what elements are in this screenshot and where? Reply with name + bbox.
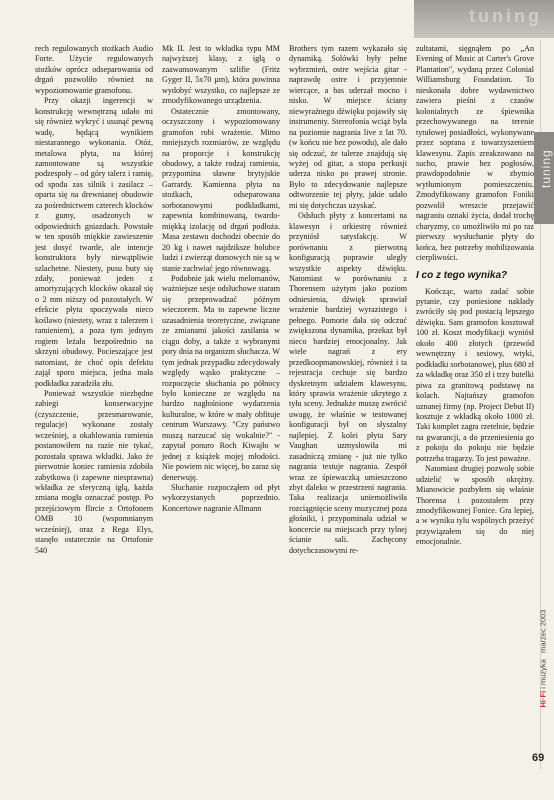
paragraph: Ponieważ wszystkie niezbędne zabiegi konserwacyjne (czyszczenie, przesmarowanie, regulacje) wykonane zostały wcześniej, a okablowania ramienia postanowiłem na razie nie tykać, pozostała sprawa wkładki. Jako że pierwotnie koniec ramienia zdobiła zabytkowa (i zapewne niesprawna) wkładka ze sferyczną igłą, każda zmiana mogła oznaczać postęp. Po przejściowym flircie z Ortofonem OMB 10 (wspomnianym wcześniej), oraz z Rega Elys, stanęło ostatecznie na Ortofonie 540	[35, 388, 153, 555]
magazine-sub: i muzyka	[538, 659, 548, 689]
paragraph: Brothers tym razem wykazało się dynamiką. Solówki były pełne wybrzmień, ostre wejścia gitar - naprawdę ostre i przyjemnie wiercące, a bas uderzał mocno i nisko. W miejsce ściany niewyraźnego dźwięku pojawiły się instrumenty. Stereofonia wciąż była na poziomie nagrania live z lat 70. (w końcu nie bez powodu), ale dało się odczuć, że talerze znajdują się wyżej od gitar, a stopa perkusji uderza nisko po prawej stronie. Było to zdecydowanie najlepsze odtworzenie tej płyty, jakie udało mi się dotychczas uzyskać.	[289, 44, 407, 210]
paragraph: Podobnie jak wielu melomanów, ważniejsze sesje odsłuchowe staram się przeprowadzać późnym wieczorem. Ma to zapewne liczne uzasadnienia teoretyczne, związane ze zmianami jakości zasilania w ciągu doby, a także z wybranymi pory dnia na organizm słuchacza. W tym jednak przypadku zdecydowały względy wąsko praktyczne – rozpoczęcie słuchania po północy było konieczne ze względu na bardzo nagłośnione wydarzenia kulturalne, w które w mały obfituje centrum Warszawy. "Czy państwo muszą narzucać się wokalnie?" - zapytał ponuro Roch Kiwajło w jednej z książek mojej młodości. Nie powiem nic więcej, bo zaraz się denerwuję.	[162, 273, 280, 482]
section-tab	[534, 132, 554, 224]
column-2	[162, 44, 280, 514]
column-1	[35, 44, 153, 556]
page-number: 69	[532, 752, 545, 764]
header-tab-text: tuning	[469, 6, 542, 26]
paragraph: Kończąc, warto zadać sobie pytanie, czy poniesione nakłady zwróciły się pod postacią lepszego dźwięku. Sam gramofon kosztował 100 zł. Koszt modyfikacji wyniósł około 400 złotych (przewód wewnętrzny i sesiowy, wtyki, podkładki sorbotanowe), plus 680 zł za wkładkę oraz 350 zł i trzy butelki piwa za granitową podstawę na kolach. Najtańszy gramofon uznanej firmy (np. Project Debut II) kosztuje z wkładką około 1000 zł. Taki komplet zagra rzetelnie, będzie na gwarancji, a do przeniesienia go z pokoju do pokoju nie będzie potrzeba tragarzy. To jest poważne.	[416, 286, 535, 463]
header-tab	[414, 0, 554, 38]
column-4	[416, 44, 534, 548]
paragraph: Słuchanie rozpocząłem od płyt wykorzystanych poprzednio. Koncertowe nagranie Allmann	[162, 483, 280, 513]
paragraph: Przy okazji ingerencji w konstrukcję wewnętrzną udało mi się również wykryć i usunąć pewną wadę, będącą wynikiem niestarannego wykonania. Otóż, metalowa płyta, na której zamontowane są wszystkie podzespoły – od góry talerz i ramię, od spodu zas silnik i zasilacz – oparta się na drewnianej obudowie za pośrednictwem czterech klocków z gumy, osadzonych w odpowiednich gniazdach. Powstałe w ten sposób miękkie zawieszenie jest dosyć twarde, ale intencje konstruktora były niewątpliwie szlachetne. Niestety, pusu buty się zdały, ponieważ jeden z amortyzujących klocków okazał się o 2 mm niższy od pozostałych. W efekcie płyta spoczywała nieco koślawo (niestety, wraz z talerzem i ramieniem), a poza tym jednym rogiem leżała bezpośrednio na skrzyni obudowy. Pocieszające jest natomiast, że choć opis defektu zajął sporo miejsca, jedna mała podkładka zaradziła złu.	[35, 96, 153, 388]
magazine-sideline	[534, 560, 550, 710]
paragraph: Natomiast drugiej pozwolę sobie udzielić w sposób okrężny. Mianowicie pozbyłem się właśnie Thorensa i pozostałem przy zmodyfikowanej Fonice. Gra lepiej, a w wyniku tylu wspólnych przeżyć przywiązałem się do niej emocjonalnie.	[416, 464, 534, 547]
paragraph: zultatami, sięgnąłem po „An Evening of Music at Carter's Grove Plantation", wydaną przez Colonial Williamsburg Foundation. To nieskonała dobre wydawnictwo zawiera pieśni z czasów kolonialnych ze śpiewnika przechowywanego na terenie tytułowej posiadłości, wykonywane przez soprana z towarzyszeniem klawesynu. Zapis zreakzowano na sucho, prawie bez pogłosów, prawdopodobnie w zbytnio wytłumionym pomieszczeniu. Zmodyfikowany gramofon Foniki pozwolił wreszcie przejawić nagraniu oznaki życia, dodał trochę charyzmy, co umożliwiło mi po raz pierwszy wysłuchanie płyty do końca, bez potrzeby mobilizowania cierpliwości.	[416, 44, 534, 263]
magazine-name: Hi·Fi	[538, 690, 548, 708]
paragraph: Mk II. Jest to wkładka typu MM najwyższej klasy, z igłą o zaawansowanym szlifie (Fritz Gyger II, 5x70 µm), która powinna wydobyć wszystko, co najlepsze ze zmodyfikowanego urządzenia.	[162, 44, 280, 106]
paragraph: Ostatecznie zmontowany, oczyszczony i wypoziomowany gramofon robi wrażenie. Mimo mniejszych rozmiarów, ze względu na proporcje i konstrukcję obudowy, a także rodzaj ramienia, przypomina sławne brytyjskie Garrardy. Kamienna płyta na stożkach, odseparowana sorbotanowymi podkładkami, zapewnia kombinowaną, twardo-miękką izolację od drgań podłoża. Masa zestawu dochodzi obecnie do 20 kg i nawet najdziksze bolubce ludzi i zwierząt domowych nie są w stanie zachwiać jego równowagą.	[162, 106, 280, 273]
column-3	[289, 44, 407, 556]
paragraph: Odsłuch płyty z koncertami na klawesyn i orkiestrę również przyniósł satysfakcję. W porównaniu z pierwotną konfiguracją poprawie uległy wszystkie aspekty dźwięku. Natomiast w porównaniu z Thorensem użytym jako poziom odniesienia, dźwięk sprawiał wrażenie bardziej wyrazistego i pełnego. Pomorie dała się odczuć zwiększona dynamika, przekaz był nieco bardziej emocjonalny. Jak wiele nagrań z ery przedkoopmanowskiej, również i ta rejestracja cechuje się bardzo dyskretnym udziałem klawesynu, który sprawia wrażenie ukrytego z tyłu sceny. Jednakże muszę zwrócić uwagę, że właśnie w testowanej konfiguracji był on słyszalny najlepiej. Z kolei płyta Sary Vaughan uzmysłowiła mi zasadniczą zmianę - już nie tylko nagrania testuje nagrania. Zespół wraz ze śpiewaczką umieszczono zbyt daleko w przestrzeni nagrania. Taka realizacja uniemożliwiła rozciągnięcie sceny muzycznej poza głośniki, i przypominała udział w koncercie na miejscach przy tylnej ścianie sali. Zachęcony dotychczasowymi re-	[289, 211, 407, 555]
paragraph: rech regulowanych stożkach Audio Forte. Użycie regulowanych stożków oprócz odseparowania od drgań pozwoliło również na wypoziomowanie gramofonu.	[35, 44, 153, 95]
section-heading: I co z tego wynika?	[416, 269, 508, 281]
issue-date: marzec 2003	[538, 609, 548, 653]
section-label: tuning	[539, 149, 553, 188]
